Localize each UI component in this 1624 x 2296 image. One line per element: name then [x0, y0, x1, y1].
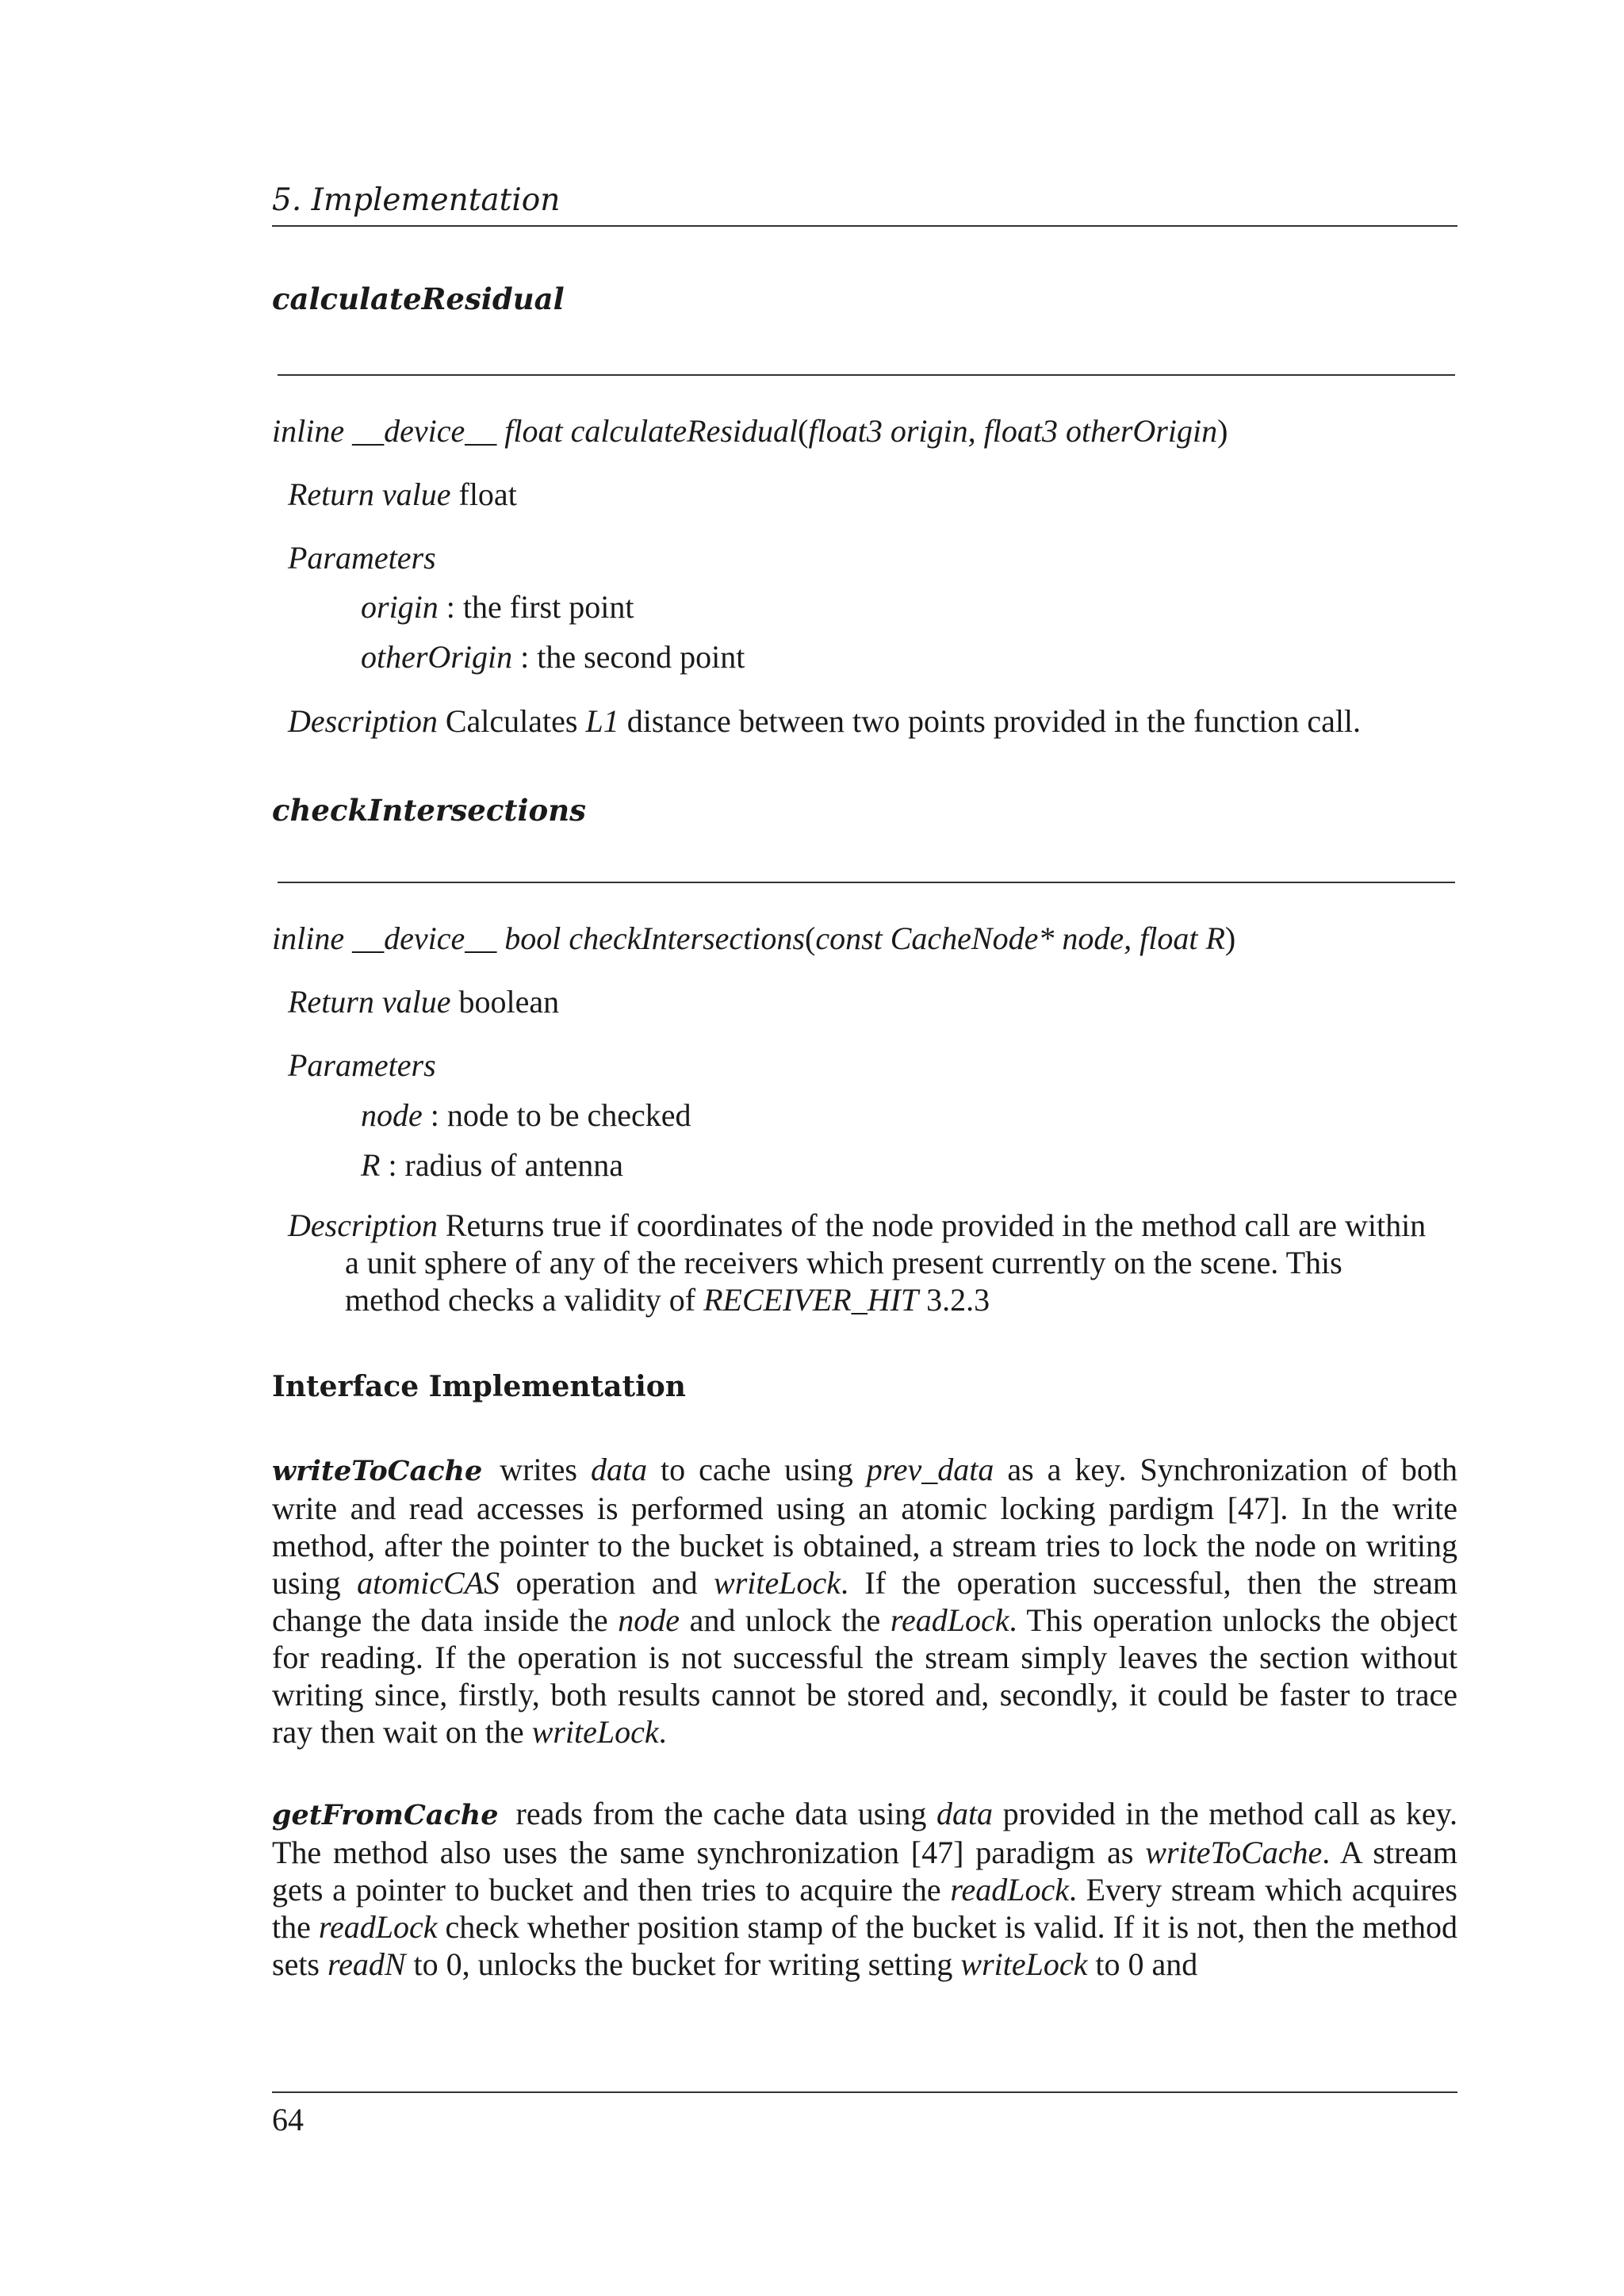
- paragraph-math: writeLock: [960, 1946, 1088, 1982]
- description-line: [288, 1281, 1457, 1318]
- paragraph-text: . If the operation successful, then the stream change the data inside the: [272, 1565, 1458, 1638]
- signature-param-name: 3 otherOrigin: [1041, 413, 1218, 449]
- parameter-name: node: [361, 1097, 423, 1133]
- description-line: [288, 1207, 1457, 1244]
- paragraph-math: writeLock: [714, 1565, 841, 1601]
- parameter-item: [361, 1096, 691, 1134]
- function-title-calculate-residual: calculateResidual: [272, 281, 565, 316]
- paragraph-text: operation and: [500, 1565, 714, 1601]
- parameter-name: origin: [361, 589, 439, 625]
- paragraph-text: . This operation unlocks the object for reading. If the operation is not successful the stream simply leaves the section without writing since, firstly, both results cannot be stored and, secondly, it could be faster to trace ray then wait on the: [272, 1602, 1457, 1750]
- description-text: Returns true if coordinates of the node provided in the method call are within: [437, 1207, 1427, 1243]
- description-text: method checks a validity of: [345, 1282, 704, 1318]
- paragraph-text: writes: [500, 1452, 591, 1487]
- parameter-description: : the first point: [438, 589, 634, 625]
- return-value-type: float: [458, 476, 517, 512]
- function-title-check-intersections: checkIntersections: [272, 793, 586, 828]
- return-value-line: [288, 476, 517, 513]
- parameter-name: R: [361, 1147, 381, 1183]
- running-header: 5. Implementation: [272, 182, 561, 218]
- paragraph-runin: getFromCache: [272, 1799, 499, 1831]
- header-rule: [272, 225, 1457, 227]
- paragraph-math: readN: [327, 1946, 406, 1982]
- paragraph-math: prev_data: [866, 1452, 994, 1487]
- signature-param-name: 3 origin,: [866, 413, 984, 449]
- paragraph-math: writeLock: [531, 1714, 659, 1750]
- paragraph-text: as a key. Synchronization of both write and read accesses is performed using an atomic locking pardigm [47]. In the write method, after the pointer to the bucket is obtained, a stream tries to lock the node on writing using: [272, 1452, 1457, 1601]
- description-math: RECEIVER_HIT: [703, 1282, 919, 1318]
- paragraph-text: . Every stream which acquires the: [272, 1872, 1457, 1945]
- function-signature: inline __device__ bool checkIntersections(const CacheNode* node, float R): [272, 920, 1236, 956]
- function-description: [288, 702, 1457, 740]
- paragraph-text: to 0, unlocks the bucket for writing setting: [405, 1946, 961, 1982]
- function-rule: [278, 882, 1455, 883]
- parameters-label: Parameters: [288, 540, 436, 576]
- signature-param-type: float: [983, 413, 1042, 449]
- paragraph-math: readLock: [890, 1602, 1009, 1638]
- description-label: Description: [288, 1207, 438, 1243]
- parameter-name: otherOrigin: [361, 639, 513, 675]
- description-math: L1: [585, 703, 619, 739]
- signature-args: const CacheNode* node, float R: [815, 920, 1225, 956]
- paragraph-text: . A stream gets a pointer to bucket and then tries to acquire the: [272, 1835, 1458, 1908]
- function-rule: [278, 374, 1455, 376]
- signature-param-type: float: [808, 413, 867, 449]
- paragraph-math: readLock: [318, 1909, 438, 1945]
- paragraph-text: and unlock the: [679, 1602, 891, 1638]
- parameter-item: [361, 638, 745, 675]
- paragraph-text: reads from the cache data using: [515, 1796, 936, 1831]
- return-value-line: [288, 983, 559, 1020]
- parameters-label: Parameters: [288, 1047, 436, 1083]
- signature-name: calculateResidual: [570, 413, 799, 449]
- page-number: 64: [272, 2102, 304, 2137]
- paragraph-write-to-cache: [272, 1451, 1457, 1751]
- paragraph-text: provided in the method call as key. The method also uses the same synchronization [47] paradigm as: [272, 1796, 1457, 1870]
- return-value-label: Return value: [288, 476, 451, 512]
- parameter-description: : radius of antenna: [380, 1147, 623, 1183]
- signature-keywords: inline __device__ bool: [272, 920, 561, 956]
- paragraph-math: writeToCache: [1145, 1835, 1323, 1870]
- description-text: 3.2.3: [918, 1282, 990, 1318]
- paragraph-runin: writeToCache: [272, 1455, 483, 1487]
- description-label: Description: [288, 703, 438, 739]
- parameter-description: : the second point: [512, 639, 745, 675]
- description-text: distance between two points provided in the function call.: [619, 703, 1362, 739]
- paragraph-text: .: [658, 1714, 667, 1750]
- paragraph-text: check whether position stamp of the bucket is valid. If it is not, then the method sets: [272, 1909, 1458, 1982]
- parameter-item: [361, 1146, 623, 1184]
- parameter-description: : node to be checked: [422, 1097, 691, 1133]
- paragraph-math: readLock: [950, 1872, 1069, 1908]
- signature-keywords: inline __device__ float: [272, 413, 563, 449]
- function-description: [288, 1207, 1457, 1318]
- paragraph-math: atomicCAS: [357, 1565, 500, 1601]
- paragraph-text: to cache using: [647, 1452, 867, 1487]
- paragraph-get-from-cache: [272, 1795, 1457, 1983]
- paragraph-math: data: [590, 1452, 648, 1487]
- description-text: Calculates: [437, 703, 586, 739]
- paragraph-math: node: [618, 1602, 680, 1638]
- paragraph-text: to 0 and: [1087, 1946, 1198, 1982]
- parameter-item: [361, 588, 634, 626]
- signature-name: checkIntersections: [569, 920, 805, 956]
- return-value-label: Return value: [288, 984, 451, 1020]
- paragraph-math: data: [936, 1796, 994, 1831]
- return-value-type: boolean: [458, 984, 560, 1020]
- footer-rule: [272, 2091, 1457, 2093]
- description-text: a unit sphere of any of the receivers which present currently on the scene. This: [345, 1245, 1342, 1280]
- subsection-heading: Interface Implementation: [272, 1370, 686, 1403]
- function-signature: inline __device__ float calculateResidual(float3 origin, float3 otherOrigin): [272, 413, 1228, 449]
